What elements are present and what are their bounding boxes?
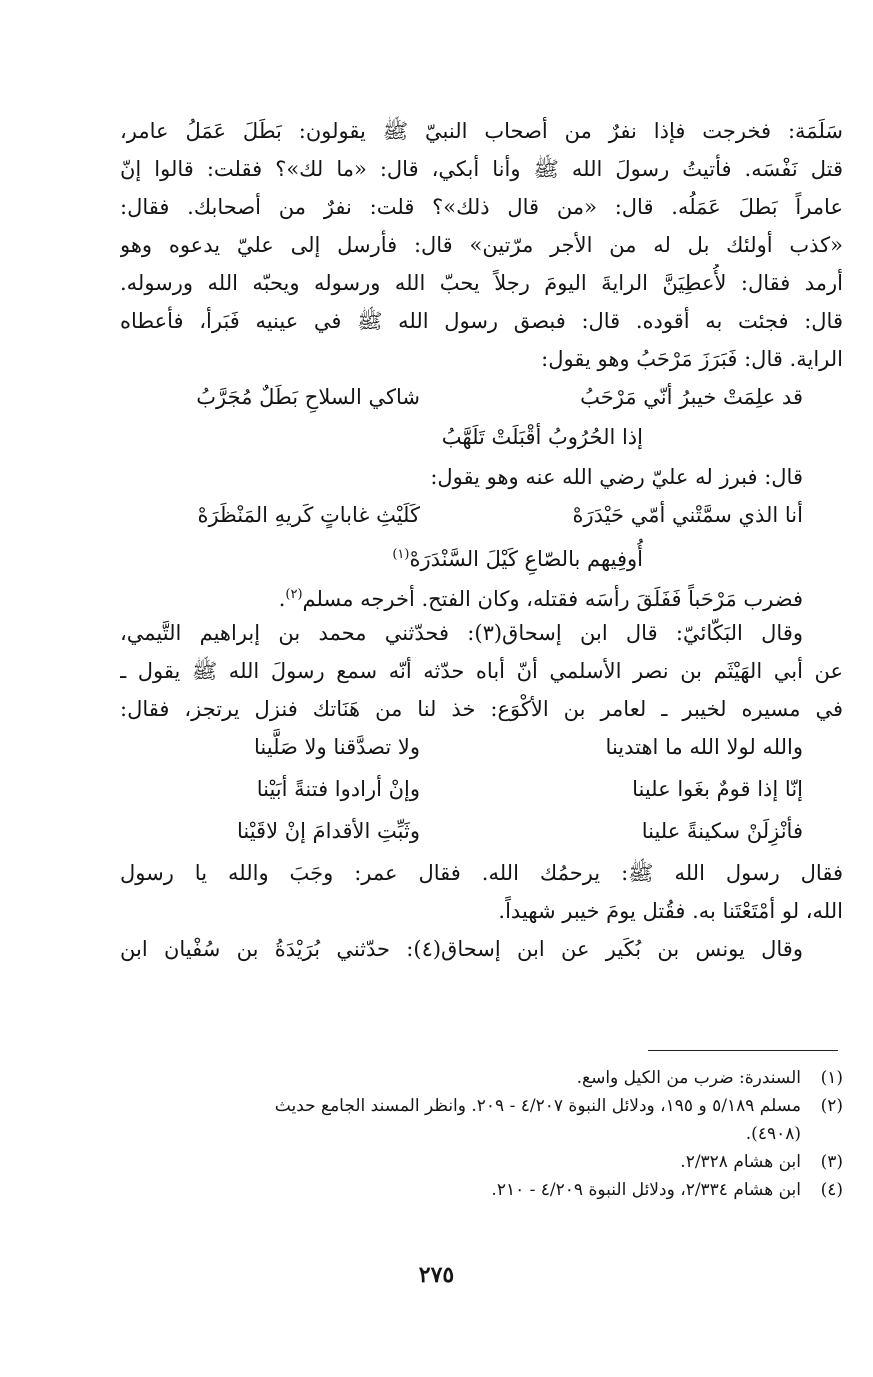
verse-line (120, 536, 843, 576)
text-line: عامراً بَطلَ عَمَلُه. قال: «من قال ذلك»؟ قلت: نفرٌ من أصحابك. فقال: (120, 195, 843, 219)
text-line: سَلَمَة: فخرجت فإذا نفرٌ من أصحاب النبيّ ﷺ يقولون: بَطَلَ عَمَلُ عامر، (120, 119, 843, 143)
text-line: «كذب أولئك بل له من الأجر مرّتين» قال: فأرسل إلى عليّ يدعوه وهو (120, 233, 843, 257)
footnote-text: مسلم ٥/١٨٩ و ١٩٥، ودلائل النبوة ٤/٢٠٧ - ٢٠٩. وانظر المسند الجامع حديث (274, 1096, 801, 1116)
verse-line (120, 770, 843, 812)
footnote-continuation (120, 1120, 843, 1148)
text-line: فضرب مَرْحَباً فَفَلَقَ رأسَه فقتله، وكان الفتح. أخرجه مسلم$^{(٢)}$. (278, 587, 803, 611)
footnote-ref: (١) (392, 547, 410, 562)
footnote-divider (648, 1050, 838, 1051)
verse-hemistich: فأنْزِلَنْ سكينةً علينا (641, 819, 803, 843)
text-line: قال: فبرز له عليّ رضي الله عنه وهو يقول: (430, 465, 803, 489)
footnote (120, 1176, 843, 1204)
page-number: ٢٧٥ (418, 1262, 455, 1288)
text-line: في مسيره لخيبر ـ لعامر بن الأكْوَع: خذ لنا من هَنَاتك فنزل يرتجز، فقال: (120, 697, 843, 721)
text-line: الله، لو أمْتَعْتَنا به. فقُتل يومَ خيبر شهيداً. (498, 899, 843, 923)
footnote-number: (٤) (820, 1180, 843, 1200)
text-line: وقال البَكّائيّ: قال ابن إسحاق(٣): فحدّثني محمد بن إبراهيم التَّيمي، (120, 621, 803, 645)
verse-line (120, 496, 843, 536)
verse-hemistich: أنا الذي سمَّتْني أمّي حَيْدَرَهْ (572, 503, 803, 527)
text-line: وقال يونس بن بُكَير عن ابن إسحاق(٤): حدّثني بُرَيْدَةُ بن سُفْيان ابن (120, 937, 803, 961)
text-span: فضرب مَرْحَباً فَفَلَقَ رأسَه فقتله، وكان الفتح. أخرجه مسلم (302, 587, 803, 611)
verse-line (120, 378, 843, 418)
verse-hemistich: قد علِمَتْ خيبرُ أنّي مَرْحَبُ (580, 385, 803, 409)
footnote-number: (١) (820, 1068, 843, 1088)
main-text (120, 112, 843, 968)
footnote-number: (٢) (820, 1096, 843, 1116)
footnote (120, 1148, 843, 1176)
verse-hemistich: وثَبِّتِ الأقدامَ إنْ لاقَيْنا (236, 819, 420, 843)
footnote (120, 1092, 843, 1120)
footnote-ref: (٢) (285, 587, 303, 602)
verse-hemistich: والله لولا الله ما اهتدينا (605, 735, 803, 759)
footnote-text: ابن هشام ٢/٣٣٤، ودلائل النبوة ٤/٢٠٩ - ٢١٠. (491, 1180, 801, 1200)
verse-hemistich: كَلَيْثِ غاباتٍ كَريهِ المَنْظَرَهْ (197, 503, 420, 527)
footnote (120, 1064, 843, 1092)
verse-hemistich: شاكي السلاحِ بَطَلٌ مُجَرَّبُ (196, 385, 420, 409)
verse-hemistich: أُوفِيهم بالصّاعِ كَيْلَ السَّنْدَرَهْ (409, 547, 643, 571)
text-line: أرمد فقال: لأُعطِيَنَّ الرايةَ اليومَ رجلاً يحبّ الله ورسوله ويحبّه الله ورسوله. (120, 271, 843, 295)
verse-line (120, 812, 843, 854)
footnote-text: ابن هشام ٢/٣٢٨. (680, 1152, 801, 1172)
footnote-text: السندرة: ضرب من الكيل واسع. (576, 1068, 801, 1088)
text-line: فقال رسول الله ﷺ: يرحمُك الله. فقال عمر: وجَبَ والله يا رسول (120, 861, 843, 885)
verse-hemistich: ولا تصدَّقنا ولا صَلَّينا (254, 735, 420, 759)
verse-line: إذا الحُرُوبُ أقْبَلَتْ تَلَهَّبُ (441, 425, 643, 449)
footnote-text: (٤٩٠٨). (745, 1124, 801, 1144)
text-line: الراية. قال: فَبَرَزَ مَرْحَبُ وهو يقول: (541, 347, 843, 371)
verse-hemistich: إنّا إذا قومٌ بغَوا علينا (632, 777, 803, 801)
text-line: عن أبي الهَيْثَم بن نصر الأسلمي أنّ أباه حدّثه أنّه سمع رسولَ الله ﷺ يقول ـ (120, 659, 843, 683)
footnotes (120, 1064, 843, 1204)
footnote-number: (٣) (820, 1152, 843, 1172)
verse-hemistich: وإنْ أرادوا فتنةً أبَيْنا (256, 777, 420, 801)
text-line: قال: فجئت به أقوده. قال: فبصق رسول الله ﷺ في عينيه فَبَرأ، فأعطاه (120, 309, 843, 333)
text-line: قتل نَفْسَه. فأتيتُ رسولَ الله ﷺ وأنا أبكي، قال: «ما لك»؟ فقلت: قالوا إنّ (120, 157, 843, 181)
verse-line (120, 728, 843, 770)
